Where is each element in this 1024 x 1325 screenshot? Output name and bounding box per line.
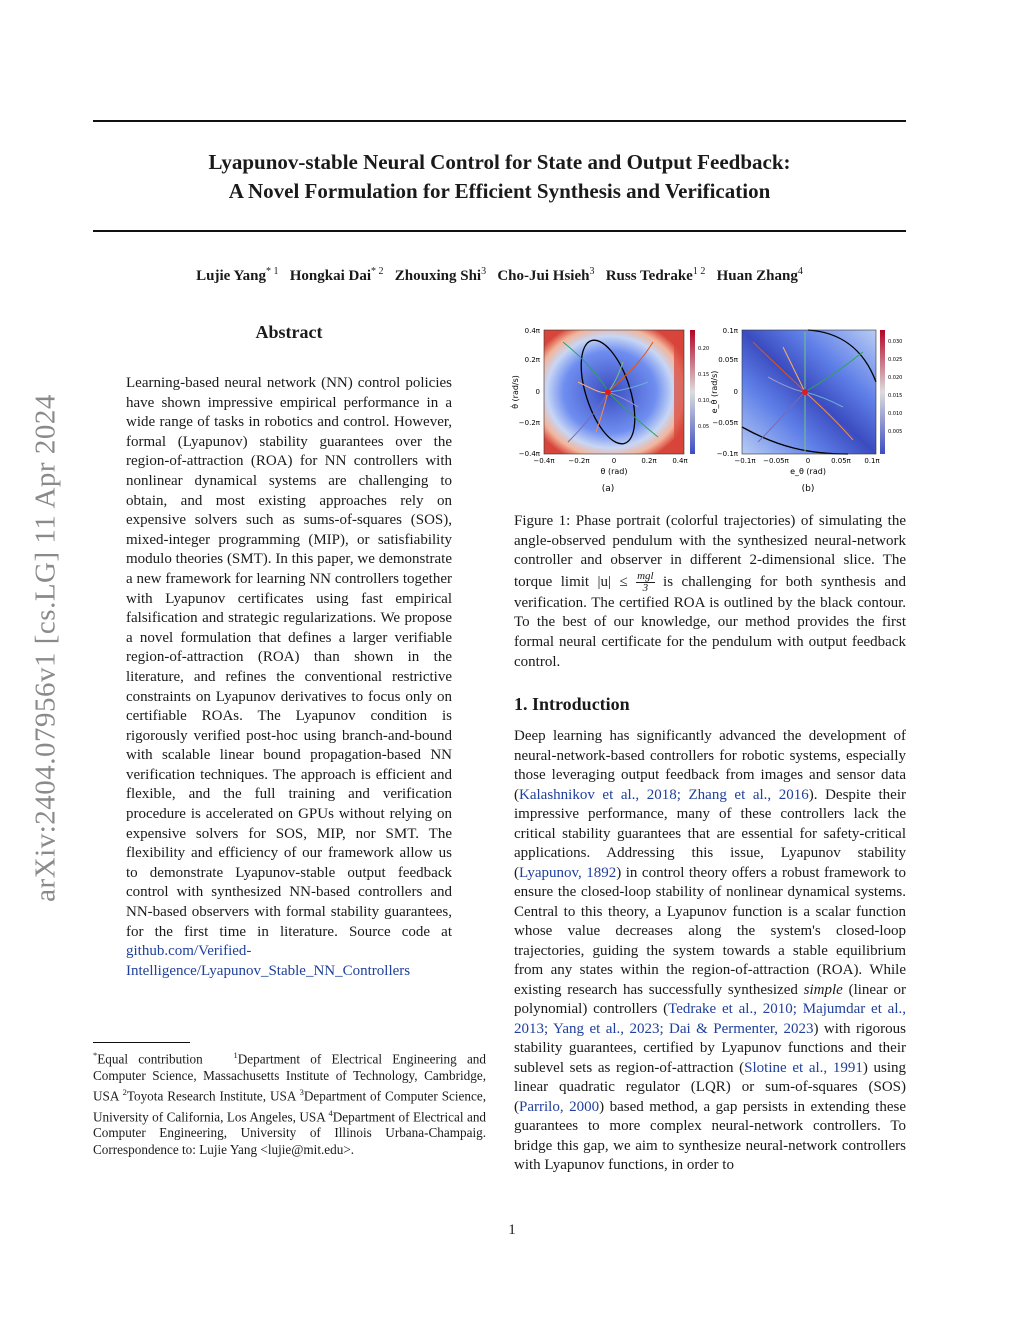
panel-b-ylabel: e_θ̇ (rad/s) xyxy=(710,370,719,414)
title-line-1: Lyapunov-stable Neural Control for State and Output Feedback: xyxy=(208,150,791,174)
abstract-body: Learning-based neural network (NN) control policies have shown impressive empirical performance in a wide range of tasks in robotics and control. However, formal (Lyapunov) stability guarantees over the region-of-attraction (ROA) for NN controllers with nonlinear dynamical systems are challenging to obtain, and most existing approaches rely on expensive solvers such as sums-of-squares (SOS), mixed-integer programming (MIP), or satisfiability modulo theories (SMT). In this paper, we demonstrate a new framework for learning NN controllers together with Lyapunov certificates using fast empirical falsification and strategic regularizations. We propose a novel formulation that defines a larger verifiable region-of-attraction (ROA) than shown in the literature, and refines the conventional restrictive constraints on Lyapunov derivatives to focus only on certifiable ROAs. The Lyapunov condition is rigorously verified post-hoc using branch-and-bound with scalable linear bound propagation-based NN verification techniques. The approach is efficient and flexible, and the full training and verification procedure is accelerated on GPUs without relying on expensive solvers for SOS, MIP, nor SMT. The flexibility and efficiency of our framework allow us to demonstrate Lyapunov-stable output feedback control with synthesized NN-based controllers and NN-based observers with formal stability guarantees, for the first time in literature. Source code at github.com/Verified-Intelligence/Lyapunov_Stable_NN_Controllers xyxy=(126,375,452,979)
panel-b-heatmap xyxy=(742,330,876,454)
author: Huan Zhang$^4$ xyxy=(716,266,803,284)
panel-a-xtick: 0.2π xyxy=(641,457,657,465)
abstract-heading: Abstract xyxy=(255,322,323,342)
panel-b-ytick: 0 xyxy=(733,388,738,396)
panel-a-ytick: −0.4π xyxy=(518,450,540,458)
panel-a-ytick: 0.4π xyxy=(524,327,540,335)
panel-b-label: (b) xyxy=(801,484,815,494)
author: Hongkai Dai$^{* 2}$ xyxy=(289,266,384,284)
panel-a-right-band xyxy=(674,330,684,454)
source-code-link[interactable]: github.com/Verified-Intelligence/Lyapunov_Stable_NN_Controllers xyxy=(126,943,411,979)
paper-title xyxy=(93,148,906,206)
panel-b-cbar-tick: 0.025 xyxy=(888,357,903,363)
section-heading-introduction: 1. Introduction xyxy=(514,694,630,714)
panel-a-heatmap xyxy=(544,330,684,454)
panel-a-ylabel: θ̇ (rad/s) xyxy=(511,375,520,409)
introduction-body: Deep learning has significantly advanced the development of neural-network-based controllers for robotic systems, especially those leveraging output feedback from images and sensor data (Kalashnikov et al., 2018; Zhang et al., 2016). Despite their impressive performance, many of these controllers lack the critical stability guarantees that are essential for safety-critical applications. Addressing this issue, Lyapunov stability (Lyapunov, 1892) in control theory offers a robust framework to ensure the closed-loop stability of nonlinear dynamical systems. Central to this theory, a Lyapunov function is a scalar function whose value decreases along the system's closed-loop trajectories, guiding the system towards a stable equilibrium from any states within the region-of-attraction (ROA). While existing research has successfully synthesized simple (linear or polynomial) controllers (Tedrake et al., 2010; Majumdar et al., 2013; Yang et al., 2023; Dai & Permenter, 2023) with rigorous stability guarantees, certified by Lyapunov functions and their sublevel sets as region-of-attraction (Slotine et al., 1991) using linear quadratic regulator (LQR) or sum-of-squares (SOS) (Parrilo, 2000) based method, a gap persists in extending these guarantees to more complex neural-network controllers. To bridge this gap, we aim to synthesize neural-network controllers with Lyapunov functions, in order to xyxy=(514,728,907,1173)
panel-a-ytick: 0 xyxy=(535,388,540,396)
panel-a-colorbar xyxy=(690,330,695,454)
page-number: 1 xyxy=(508,1222,516,1238)
panel-a-cbar-tick: 0.15 xyxy=(698,372,710,378)
panel-a-xtick: 0 xyxy=(611,457,617,465)
panel-b-ytick: 0.1π xyxy=(722,327,738,335)
panel-a-ytick: −0.2π xyxy=(518,419,540,427)
title-bottom-rule xyxy=(93,230,906,232)
arxiv-stamp: arXiv:2404.07956v1 [cs.LG] 11 Apr 2024 xyxy=(29,394,62,902)
citation-link[interactable]: Kalashnikov et al., 2018; Zhang et al., 2016 xyxy=(519,786,809,803)
citation-link[interactable]: Lyapunov, 1892 xyxy=(519,864,617,881)
footnote-rule xyxy=(93,1042,190,1043)
panel-a-cbar-tick: 0.20 xyxy=(698,346,710,352)
panel-b-xtick: −0.05π xyxy=(763,457,789,465)
panel-a-label: (a) xyxy=(601,484,615,494)
panel-a-xtick: 0.4π xyxy=(672,457,688,465)
panel-a-xtick: −0.2π xyxy=(568,457,590,465)
author-list xyxy=(93,266,906,285)
author: Lujie Yang$^{* 1}$ xyxy=(196,266,279,284)
panel-b-xtick: 0.05π xyxy=(831,457,851,465)
panel-b-xlabel: e_θ (rad) xyxy=(790,467,826,476)
panel-a-ytick: 0.2π xyxy=(524,356,540,364)
title-line-2: A Novel Formulation for Efficient Synthesis and Verification xyxy=(228,179,771,203)
citation-link[interactable]: Parrilo, 2000 xyxy=(519,1098,600,1115)
panel-b-cbar-tick: 0.005 xyxy=(888,429,903,435)
panel-b-ytick: 0.05π xyxy=(718,356,738,364)
author: Russ Tedrake$^{1 2}$ xyxy=(605,266,706,284)
citation-link[interactable]: Tedrake et al., 2010; Majumdar et al., 2013; Yang et al., 2023; Dai & Permenter, 2023 xyxy=(514,1001,906,1037)
panel-b-cbar-tick: 0.030 xyxy=(888,339,903,345)
footnote: *Equal contribution $^1$Department of Electrical Engineering and Computer Science, Massachusetts Institute of Technology, Cambridge, USA $^2$Toyota Research Institute, USA $^3$Department of Computer Science, University of California, Los Angeles, USA $^4$Department of Electrical and Computer Engineering, University of Illinois Urbana-Champaig. Correspondence to: Lujie Yang <lujie@mit.edu>. xyxy=(93,1050,487,1157)
author: Zhouxing Shi$^3$ xyxy=(394,266,487,284)
panel-a-cbar-tick: 0.05 xyxy=(698,424,710,430)
panel-b-xtick: −0.1π xyxy=(734,457,756,465)
top-rule xyxy=(93,120,906,122)
panel-b-xtick: 0.1π xyxy=(864,457,880,465)
panel-b-cbar-tick: 0.020 xyxy=(888,375,903,381)
panel-b-xtick: 0 xyxy=(805,457,811,465)
author: Cho-Jui Hsieh$^3$ xyxy=(497,266,595,284)
panel-a-cbar-tick: 0.10 xyxy=(698,398,710,404)
panel-b-colorbar xyxy=(880,330,885,454)
figure-1-caption: Figure 1: Phase portrait (colorful trajectories) of simulating the angle-observed pendulum with the synthesized neural-network controller and observer in different 2-dimensional slice. The torque limit |u| ≤ $\frac{\text{mgl}}{3}$ is challenging for both synthesis and verification. The certified ROA is outlined by the black contour. To the best of our knowledge, our method provides the first formal neural certificate for the pendulum with output feedback control. xyxy=(514,513,906,670)
panel-a-xtick: −0.4π xyxy=(533,457,555,465)
panel-a-xlabel: θ (rad) xyxy=(600,467,628,476)
panel-b-equilibrium xyxy=(802,389,808,395)
figure-1-phase-portraits xyxy=(508,322,908,500)
panel-a-equilibrium xyxy=(605,389,611,395)
torque-fraction: $\frac{\text{mgl}}{3}$ xyxy=(637,569,654,594)
panel-b-ytick: −0.1π xyxy=(716,450,738,458)
citation-link[interactable]: Slotine et al., 1991 xyxy=(744,1059,863,1076)
panel-b-cbar-tick: 0.010 xyxy=(888,411,903,417)
panel-b-cbar-tick: 0.015 xyxy=(888,393,903,399)
panel-b-ytick: −0.05π xyxy=(712,419,738,427)
